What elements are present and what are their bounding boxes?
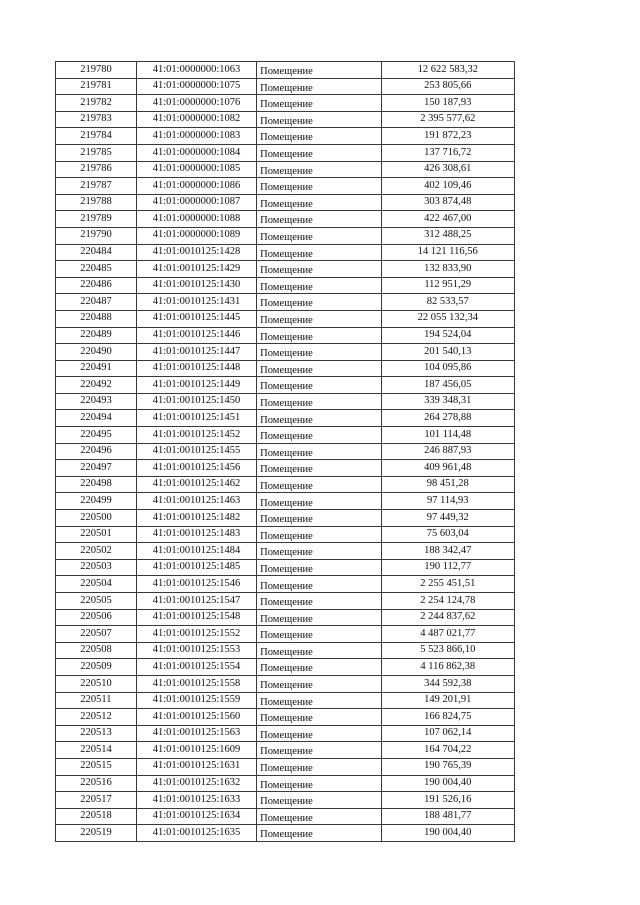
- object-type-cell: Помещение: [257, 144, 381, 161]
- object-type-cell: Помещение: [257, 675, 381, 692]
- row-number-cell: 220513: [56, 725, 137, 742]
- cadastral-value-cell: 98 451,28: [381, 476, 514, 493]
- cadastral-number-cell: 41:01:0010125:1452: [136, 427, 256, 444]
- cadastral-number-cell: 41:01:0000000:1086: [136, 178, 256, 195]
- object-type-cell: Помещение: [257, 792, 381, 809]
- cadastral-value-cell: 75 603,04: [381, 526, 514, 543]
- table-row: [56, 808, 515, 825]
- row-number-cell: 219782: [56, 95, 137, 112]
- table-row: [56, 178, 515, 195]
- table-row: [56, 825, 515, 842]
- table-row: [56, 344, 515, 361]
- row-number-cell: 219789: [56, 211, 137, 228]
- cadastral-value-cell: 149 201,91: [381, 692, 514, 709]
- object-type-cell: Помещение: [257, 244, 381, 261]
- table-row: [56, 692, 515, 709]
- object-type-cell: Помещение: [257, 410, 381, 427]
- cadastral-value-cell: 188 481,77: [381, 808, 514, 825]
- cadastral-value-cell: 166 824,75: [381, 709, 514, 726]
- row-number-cell: 220495: [56, 427, 137, 444]
- cadastral-number-cell: 41:01:0010125:1451: [136, 410, 256, 427]
- cadastral-number-cell: 41:01:0010125:1635: [136, 825, 256, 842]
- cadastral-value-cell: 132 833,90: [381, 261, 514, 278]
- cadastral-number-cell: 41:01:0000000:1088: [136, 211, 256, 228]
- cadastral-value-cell: 97 449,32: [381, 510, 514, 527]
- cadastral-value-cell: 402 109,46: [381, 178, 514, 195]
- cadastral-number-cell: 41:01:0010125:1428: [136, 244, 256, 261]
- object-type-cell: Помещение: [257, 526, 381, 543]
- table-row: [56, 327, 515, 344]
- cadastral-number-cell: 41:01:0010125:1631: [136, 758, 256, 775]
- row-number-cell: 219786: [56, 161, 137, 178]
- object-type-cell: Помещение: [257, 327, 381, 344]
- cadastral-value-cell: 101 114,48: [381, 427, 514, 444]
- row-number-cell: 220506: [56, 609, 137, 626]
- cadastral-number-cell: 41:01:0010125:1449: [136, 377, 256, 394]
- cadastral-value-cell: 82 533,57: [381, 294, 514, 311]
- cadastral-number-cell: 41:01:0010125:1450: [136, 393, 256, 410]
- table-row: [56, 725, 515, 742]
- cadastral-number-cell: 41:01:0000000:1087: [136, 194, 256, 211]
- object-type-cell: Помещение: [257, 427, 381, 444]
- cadastral-value-cell: 4 487 021,77: [381, 626, 514, 643]
- cadastral-value-cell: 190 004,40: [381, 825, 514, 842]
- object-type-cell: Помещение: [257, 659, 381, 676]
- table-row: [56, 194, 515, 211]
- table-row: [56, 244, 515, 261]
- cadastral-number-cell: 41:01:0010125:1429: [136, 261, 256, 278]
- row-number-cell: 220511: [56, 692, 137, 709]
- object-type-cell: Помещение: [257, 128, 381, 145]
- cadastral-value-cell: 190 765,39: [381, 758, 514, 775]
- cadastral-value-cell: 22 055 132,34: [381, 310, 514, 327]
- row-number-cell: 219785: [56, 144, 137, 161]
- table-row: [56, 227, 515, 244]
- row-number-cell: 219783: [56, 111, 137, 128]
- cadastral-value-cell: 107 062,14: [381, 725, 514, 742]
- object-type-cell: Помещение: [257, 476, 381, 493]
- row-number-cell: 220515: [56, 758, 137, 775]
- table-row: [56, 427, 515, 444]
- table-row: [56, 526, 515, 543]
- object-type-cell: Помещение: [257, 510, 381, 527]
- row-number-cell: 219780: [56, 62, 137, 79]
- cadastral-number-cell: 41:01:0000000:1089: [136, 227, 256, 244]
- row-number-cell: 220518: [56, 808, 137, 825]
- object-type-cell: Помещение: [257, 161, 381, 178]
- cadastral-value-cell: 201 540,13: [381, 344, 514, 361]
- object-type-cell: Помещение: [257, 277, 381, 294]
- cadastral-value-cell: 2 244 837,62: [381, 609, 514, 626]
- table-row: [56, 261, 515, 278]
- cadastral-number-cell: 41:01:0010125:1483: [136, 526, 256, 543]
- table-row: [56, 95, 515, 112]
- object-type-cell: Помещение: [257, 261, 381, 278]
- cadastral-value-cell: 4 116 862,38: [381, 659, 514, 676]
- table-row: [56, 758, 515, 775]
- table-row: [56, 161, 515, 178]
- cadastral-number-cell: 41:01:0010125:1445: [136, 310, 256, 327]
- cadastral-number-cell: 41:01:0000000:1075: [136, 78, 256, 95]
- row-number-cell: 220497: [56, 460, 137, 477]
- table-row: [56, 775, 515, 792]
- cadastral-value-cell: 14 121 116,56: [381, 244, 514, 261]
- object-type-cell: Помещение: [257, 393, 381, 410]
- cadastral-value-cell: 312 488,25: [381, 227, 514, 244]
- object-type-cell: Помещение: [257, 825, 381, 842]
- table-row: [56, 443, 515, 460]
- row-number-cell: 220487: [56, 294, 137, 311]
- table-row: [56, 593, 515, 610]
- cadastral-number-cell: 41:01:0010125:1431: [136, 294, 256, 311]
- row-number-cell: 220501: [56, 526, 137, 543]
- cadastral-value-cell: 164 704,22: [381, 742, 514, 759]
- cadastral-number-cell: 41:01:0010125:1559: [136, 692, 256, 709]
- row-number-cell: 220519: [56, 825, 137, 842]
- row-number-cell: 220509: [56, 659, 137, 676]
- row-number-cell: 220498: [56, 476, 137, 493]
- cadastral-value-cell: 97 114,93: [381, 493, 514, 510]
- cadastral-number-cell: 41:01:0010125:1448: [136, 360, 256, 377]
- cadastral-value-cell: 409 961,48: [381, 460, 514, 477]
- row-number-cell: 220504: [56, 576, 137, 593]
- object-type-cell: Помещение: [257, 543, 381, 560]
- cadastral-value-cell: 426 308,61: [381, 161, 514, 178]
- table-row: [56, 393, 515, 410]
- object-type-cell: Помещение: [257, 559, 381, 576]
- table-row: [56, 675, 515, 692]
- table-row: [56, 576, 515, 593]
- cadastral-value-cell: 194 524,04: [381, 327, 514, 344]
- object-type-cell: Помещение: [257, 111, 381, 128]
- cadastral-number-cell: 41:01:0010125:1463: [136, 493, 256, 510]
- object-type-cell: Помещение: [257, 294, 381, 311]
- cadastral-value-cell: 5 523 866,10: [381, 642, 514, 659]
- object-type-cell: Помещение: [257, 642, 381, 659]
- cadastral-value-cell: 150 187,93: [381, 95, 514, 112]
- cadastral-number-cell: 41:01:0010125:1547: [136, 593, 256, 610]
- cadastral-value-cell: 190 112,77: [381, 559, 514, 576]
- cadastral-value-cell: 303 874,48: [381, 194, 514, 211]
- cadastral-number-cell: 41:01:0010125:1456: [136, 460, 256, 477]
- cadastral-number-cell: 41:01:0010125:1563: [136, 725, 256, 742]
- table-row: [56, 410, 515, 427]
- row-number-cell: 220491: [56, 360, 137, 377]
- cadastral-value-cell: 264 278,88: [381, 410, 514, 427]
- cadastral-value-cell: 344 592,38: [381, 675, 514, 692]
- table-row: [56, 211, 515, 228]
- object-type-cell: Помещение: [257, 227, 381, 244]
- row-number-cell: 220484: [56, 244, 137, 261]
- cadastral-number-cell: 41:01:0010125:1446: [136, 327, 256, 344]
- row-number-cell: 220508: [56, 642, 137, 659]
- cadastral-number-cell: 41:01:0010125:1632: [136, 775, 256, 792]
- cadastral-number-cell: 41:01:0010125:1482: [136, 510, 256, 527]
- table-row: [56, 792, 515, 809]
- table-row: [56, 742, 515, 759]
- cadastral-number-cell: 41:01:0010125:1484: [136, 543, 256, 560]
- object-type-cell: Помещение: [257, 742, 381, 759]
- cadastral-value-cell: 191 526,16: [381, 792, 514, 809]
- object-type-cell: Помещение: [257, 62, 381, 79]
- table-row: [56, 543, 515, 560]
- cadastral-number-cell: 41:01:0010125:1553: [136, 642, 256, 659]
- object-type-cell: Помещение: [257, 609, 381, 626]
- row-number-cell: 220488: [56, 310, 137, 327]
- row-number-cell: 220512: [56, 709, 137, 726]
- row-number-cell: 219790: [56, 227, 137, 244]
- table-row: [56, 626, 515, 643]
- cadastral-number-cell: 41:01:0010125:1560: [136, 709, 256, 726]
- cadastral-number-cell: 41:01:0010125:1558: [136, 675, 256, 692]
- row-number-cell: 220485: [56, 261, 137, 278]
- row-number-cell: 220489: [56, 327, 137, 344]
- cadastral-value-cell: 246 887,93: [381, 443, 514, 460]
- object-type-cell: Помещение: [257, 460, 381, 477]
- row-number-cell: 220505: [56, 593, 137, 610]
- row-number-cell: 220516: [56, 775, 137, 792]
- row-number-cell: 220486: [56, 277, 137, 294]
- cadastral-number-cell: 41:01:0010125:1548: [136, 609, 256, 626]
- object-type-cell: Помещение: [257, 211, 381, 228]
- cadastral-number-cell: 41:01:0010125:1485: [136, 559, 256, 576]
- object-type-cell: Помещение: [257, 593, 381, 610]
- cadastral-value-cell: 191 872,23: [381, 128, 514, 145]
- cadastral-value-cell: 422 467,00: [381, 211, 514, 228]
- table-row: [56, 128, 515, 145]
- object-type-cell: Помещение: [257, 725, 381, 742]
- table-row: [56, 460, 515, 477]
- object-type-cell: Помещение: [257, 576, 381, 593]
- object-type-cell: Помещение: [257, 626, 381, 643]
- cadastral-value-cell: 187 456,05: [381, 377, 514, 394]
- object-type-cell: Помещение: [257, 709, 381, 726]
- row-number-cell: 220517: [56, 792, 137, 809]
- cadastral-number-cell: 41:01:0000000:1083: [136, 128, 256, 145]
- cadastral-number-cell: 41:01:0000000:1085: [136, 161, 256, 178]
- cadastral-value-cell: 188 342,47: [381, 543, 514, 560]
- table-row: [56, 476, 515, 493]
- table-row: [56, 62, 515, 79]
- row-number-cell: 220490: [56, 344, 137, 361]
- cadastral-value-cell: 2 395 577,62: [381, 111, 514, 128]
- cadastral-number-cell: 41:01:0010125:1546: [136, 576, 256, 593]
- cadastral-number-cell: 41:01:0010125:1633: [136, 792, 256, 809]
- row-number-cell: 220496: [56, 443, 137, 460]
- table-row: [56, 510, 515, 527]
- object-type-cell: Помещение: [257, 808, 381, 825]
- row-number-cell: 219787: [56, 178, 137, 195]
- row-number-cell: 219781: [56, 78, 137, 95]
- cadastral-value-cell: 339 348,31: [381, 393, 514, 410]
- cadastral-number-cell: 41:01:0000000:1063: [136, 62, 256, 79]
- row-number-cell: 220502: [56, 543, 137, 560]
- table-row: [56, 493, 515, 510]
- table-row: [56, 78, 515, 95]
- object-type-cell: Помещение: [257, 78, 381, 95]
- cadastral-number-cell: 41:01:0000000:1082: [136, 111, 256, 128]
- row-number-cell: 220500: [56, 510, 137, 527]
- cadastral-number-cell: 41:01:0010125:1455: [136, 443, 256, 460]
- row-number-cell: 220507: [56, 626, 137, 643]
- cadastral-number-cell: 41:01:0000000:1084: [136, 144, 256, 161]
- table-row: [56, 709, 515, 726]
- cadastral-value-cell: 12 622 583,32: [381, 62, 514, 79]
- table-row: [56, 377, 515, 394]
- object-type-cell: Помещение: [257, 443, 381, 460]
- cadastral-value-cell: 2 255 451,51: [381, 576, 514, 593]
- row-number-cell: 219788: [56, 194, 137, 211]
- cadastral-value-cell: 137 716,72: [381, 144, 514, 161]
- row-number-cell: 220493: [56, 393, 137, 410]
- cadastral-value-table: [55, 61, 515, 842]
- table-row: [56, 659, 515, 676]
- cadastral-number-cell: 41:01:0010125:1634: [136, 808, 256, 825]
- object-type-cell: Помещение: [257, 310, 381, 327]
- table-row: [56, 310, 515, 327]
- cadastral-number-cell: 41:01:0010125:1609: [136, 742, 256, 759]
- object-type-cell: Помещение: [257, 775, 381, 792]
- object-type-cell: Помещение: [257, 344, 381, 361]
- row-number-cell: 220492: [56, 377, 137, 394]
- row-number-cell: 220510: [56, 675, 137, 692]
- object-type-cell: Помещение: [257, 360, 381, 377]
- object-type-cell: Помещение: [257, 758, 381, 775]
- table-body: [56, 62, 515, 842]
- object-type-cell: Помещение: [257, 377, 381, 394]
- object-type-cell: Помещение: [257, 194, 381, 211]
- table-row: [56, 144, 515, 161]
- cadastral-number-cell: 41:01:0010125:1552: [136, 626, 256, 643]
- object-type-cell: Помещение: [257, 692, 381, 709]
- cadastral-value-cell: 104 095,86: [381, 360, 514, 377]
- cadastral-number-cell: 41:01:0010125:1462: [136, 476, 256, 493]
- table-row: [56, 294, 515, 311]
- object-type-cell: Помещение: [257, 493, 381, 510]
- cadastral-value-cell: 253 805,66: [381, 78, 514, 95]
- table-row: [56, 277, 515, 294]
- table-row: [56, 111, 515, 128]
- cadastral-value-cell: 2 254 124,78: [381, 593, 514, 610]
- object-type-cell: Помещение: [257, 95, 381, 112]
- cadastral-number-cell: 41:01:0010125:1430: [136, 277, 256, 294]
- cadastral-number-cell: 41:01:0010125:1447: [136, 344, 256, 361]
- row-number-cell: 220494: [56, 410, 137, 427]
- table-row: [56, 559, 515, 576]
- table-row: [56, 609, 515, 626]
- cadastral-number-cell: 41:01:0000000:1076: [136, 95, 256, 112]
- row-number-cell: 220514: [56, 742, 137, 759]
- object-type-cell: Помещение: [257, 178, 381, 195]
- cadastral-value-cell: 112 951,29: [381, 277, 514, 294]
- row-number-cell: 220503: [56, 559, 137, 576]
- table-row: [56, 360, 515, 377]
- cadastral-number-cell: 41:01:0010125:1554: [136, 659, 256, 676]
- row-number-cell: 219784: [56, 128, 137, 145]
- table-row: [56, 642, 515, 659]
- row-number-cell: 220499: [56, 493, 137, 510]
- cadastral-value-cell: 190 004,40: [381, 775, 514, 792]
